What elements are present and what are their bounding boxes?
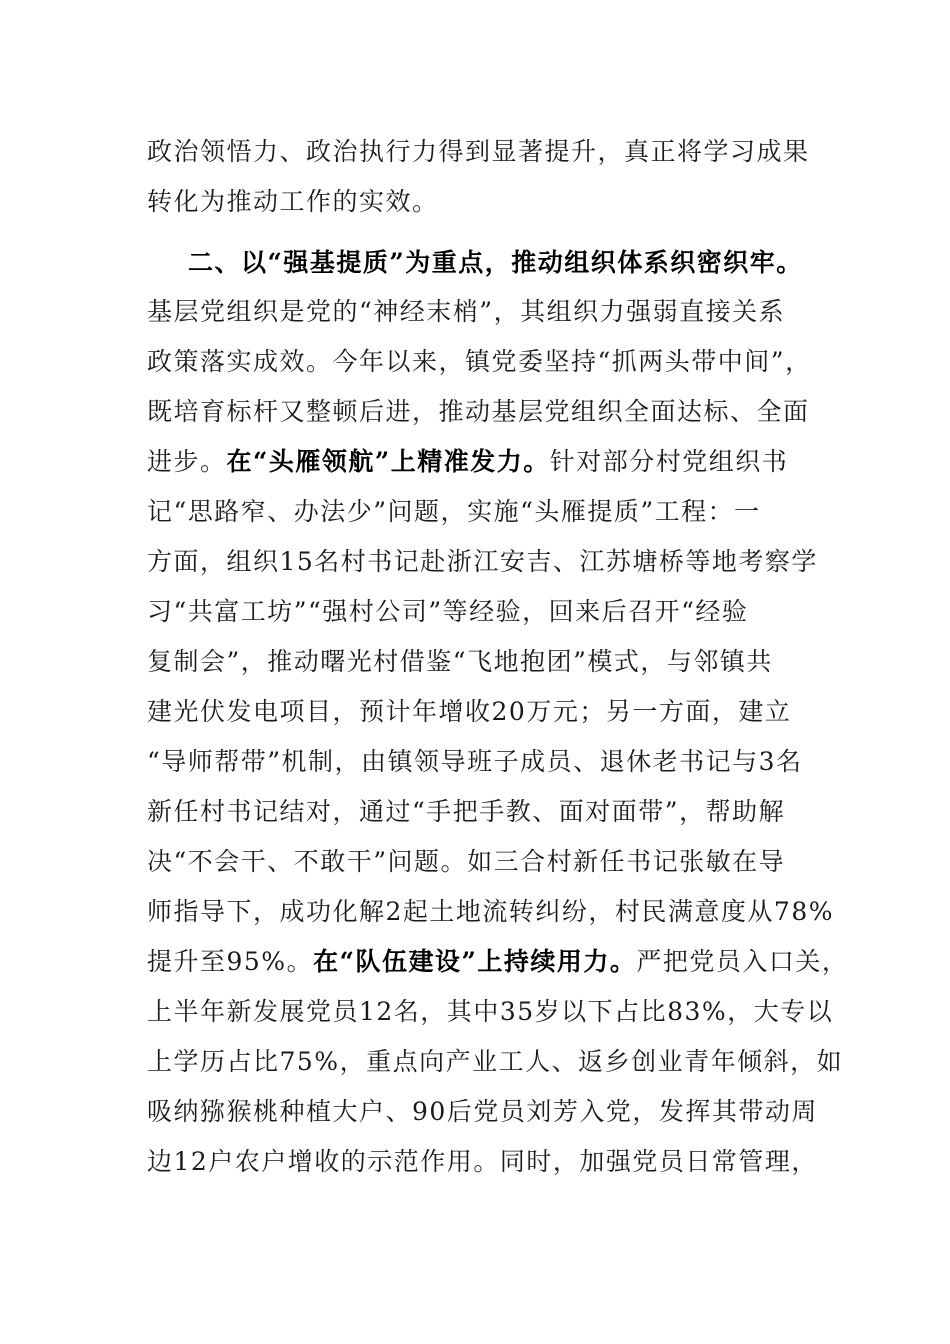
text-segment: 既培育标杆又整顿后进，推动基层党组织全面达标、全面 [147, 397, 810, 426]
text-line [147, 794, 785, 830]
text-line [147, 344, 812, 380]
text-segment: 针对部分村党组织书 [549, 447, 789, 476]
text-segment: 上学历占比75%，重点向产业工人、返乡创业青年倾斜，如 [147, 1047, 844, 1076]
text-line [147, 184, 439, 220]
text-line [147, 394, 810, 430]
text-line [147, 644, 773, 680]
text-segment: 师指导下，成功化解2起土地流转纠纷，村民满意度从78% [147, 897, 834, 926]
text-segment: 转化为推动工作的实效。 [147, 187, 439, 216]
text-segment: 新任村书记结对，通过“手把手教、面对面带”，帮助解 [147, 797, 786, 826]
text-segment: 边12户农户增收的示范作用。同时，加强党员日常管理， [147, 1147, 818, 1176]
bold-subheading: 在“队伍建设”上持续用力。 [313, 947, 637, 976]
text-segment: 基层党组织是党的“神经末梢”，其组织力强弱直接关系 [147, 297, 786, 326]
text-segment: 决“不会干、不敢干”问题。如三合村新任书记张敏在导 [147, 847, 786, 876]
text-segment: 政治领悟力、政治执行力得到显著提升，真正将学习成果 [147, 137, 810, 166]
text-segment: 方面，组织15名村书记赴浙江安吉、江苏塘桥等地考察学 [147, 547, 818, 576]
text-line [147, 544, 818, 580]
text-line [147, 894, 834, 930]
text-segment: 严把党员入口关， [636, 947, 849, 976]
text-line [147, 944, 848, 980]
section-heading [188, 245, 803, 281]
text-segment: 建光伏发电项目，预计年增收20万元；另一方面，建立 [147, 697, 792, 726]
bold-subheading: 在“头雁领航”上精准发力。 [226, 447, 550, 476]
text-line [147, 444, 788, 480]
text-line [147, 1144, 818, 1180]
text-line [147, 744, 802, 780]
text-segment: 记“思路窄、办法少”问题，实施“头雁提质”工程：一 [147, 497, 761, 526]
text-segment: “导师帮带”机制，由镇领导班子成员、退休老书记与3名 [147, 747, 803, 776]
text-line [147, 594, 748, 630]
text-line [147, 294, 785, 330]
text-segment: 复制会”，推动曙光村借鉴“飞地抱团”模式，与邻镇共 [147, 647, 773, 676]
text-line [147, 494, 761, 530]
text-line [147, 994, 833, 1030]
text-line [147, 134, 810, 170]
text-segment: 进步。 [147, 447, 227, 476]
text-line [147, 1094, 818, 1130]
text-segment: 上半年新发展党员12名，其中35岁以下占比83%，大专以 [147, 997, 834, 1026]
text-segment: 政策落实成效。今年以来，镇党委坚持“抓两头带中间”， [147, 347, 812, 376]
section-heading-text: 二、以“强基提质”为重点，推动组织体系织密织牢。 [188, 248, 803, 277]
text-line [147, 694, 791, 730]
text-segment: 习“共富工坊”“强村公司”等经验，回来后召开“经验 [147, 597, 749, 626]
text-line [147, 1044, 843, 1080]
text-segment: 吸纳猕猴桃种植大户、90后党员刘芳入党，发挥其带动周 [147, 1097, 818, 1126]
text-segment: 提升至95%。 [147, 947, 314, 976]
text-line [147, 844, 785, 880]
